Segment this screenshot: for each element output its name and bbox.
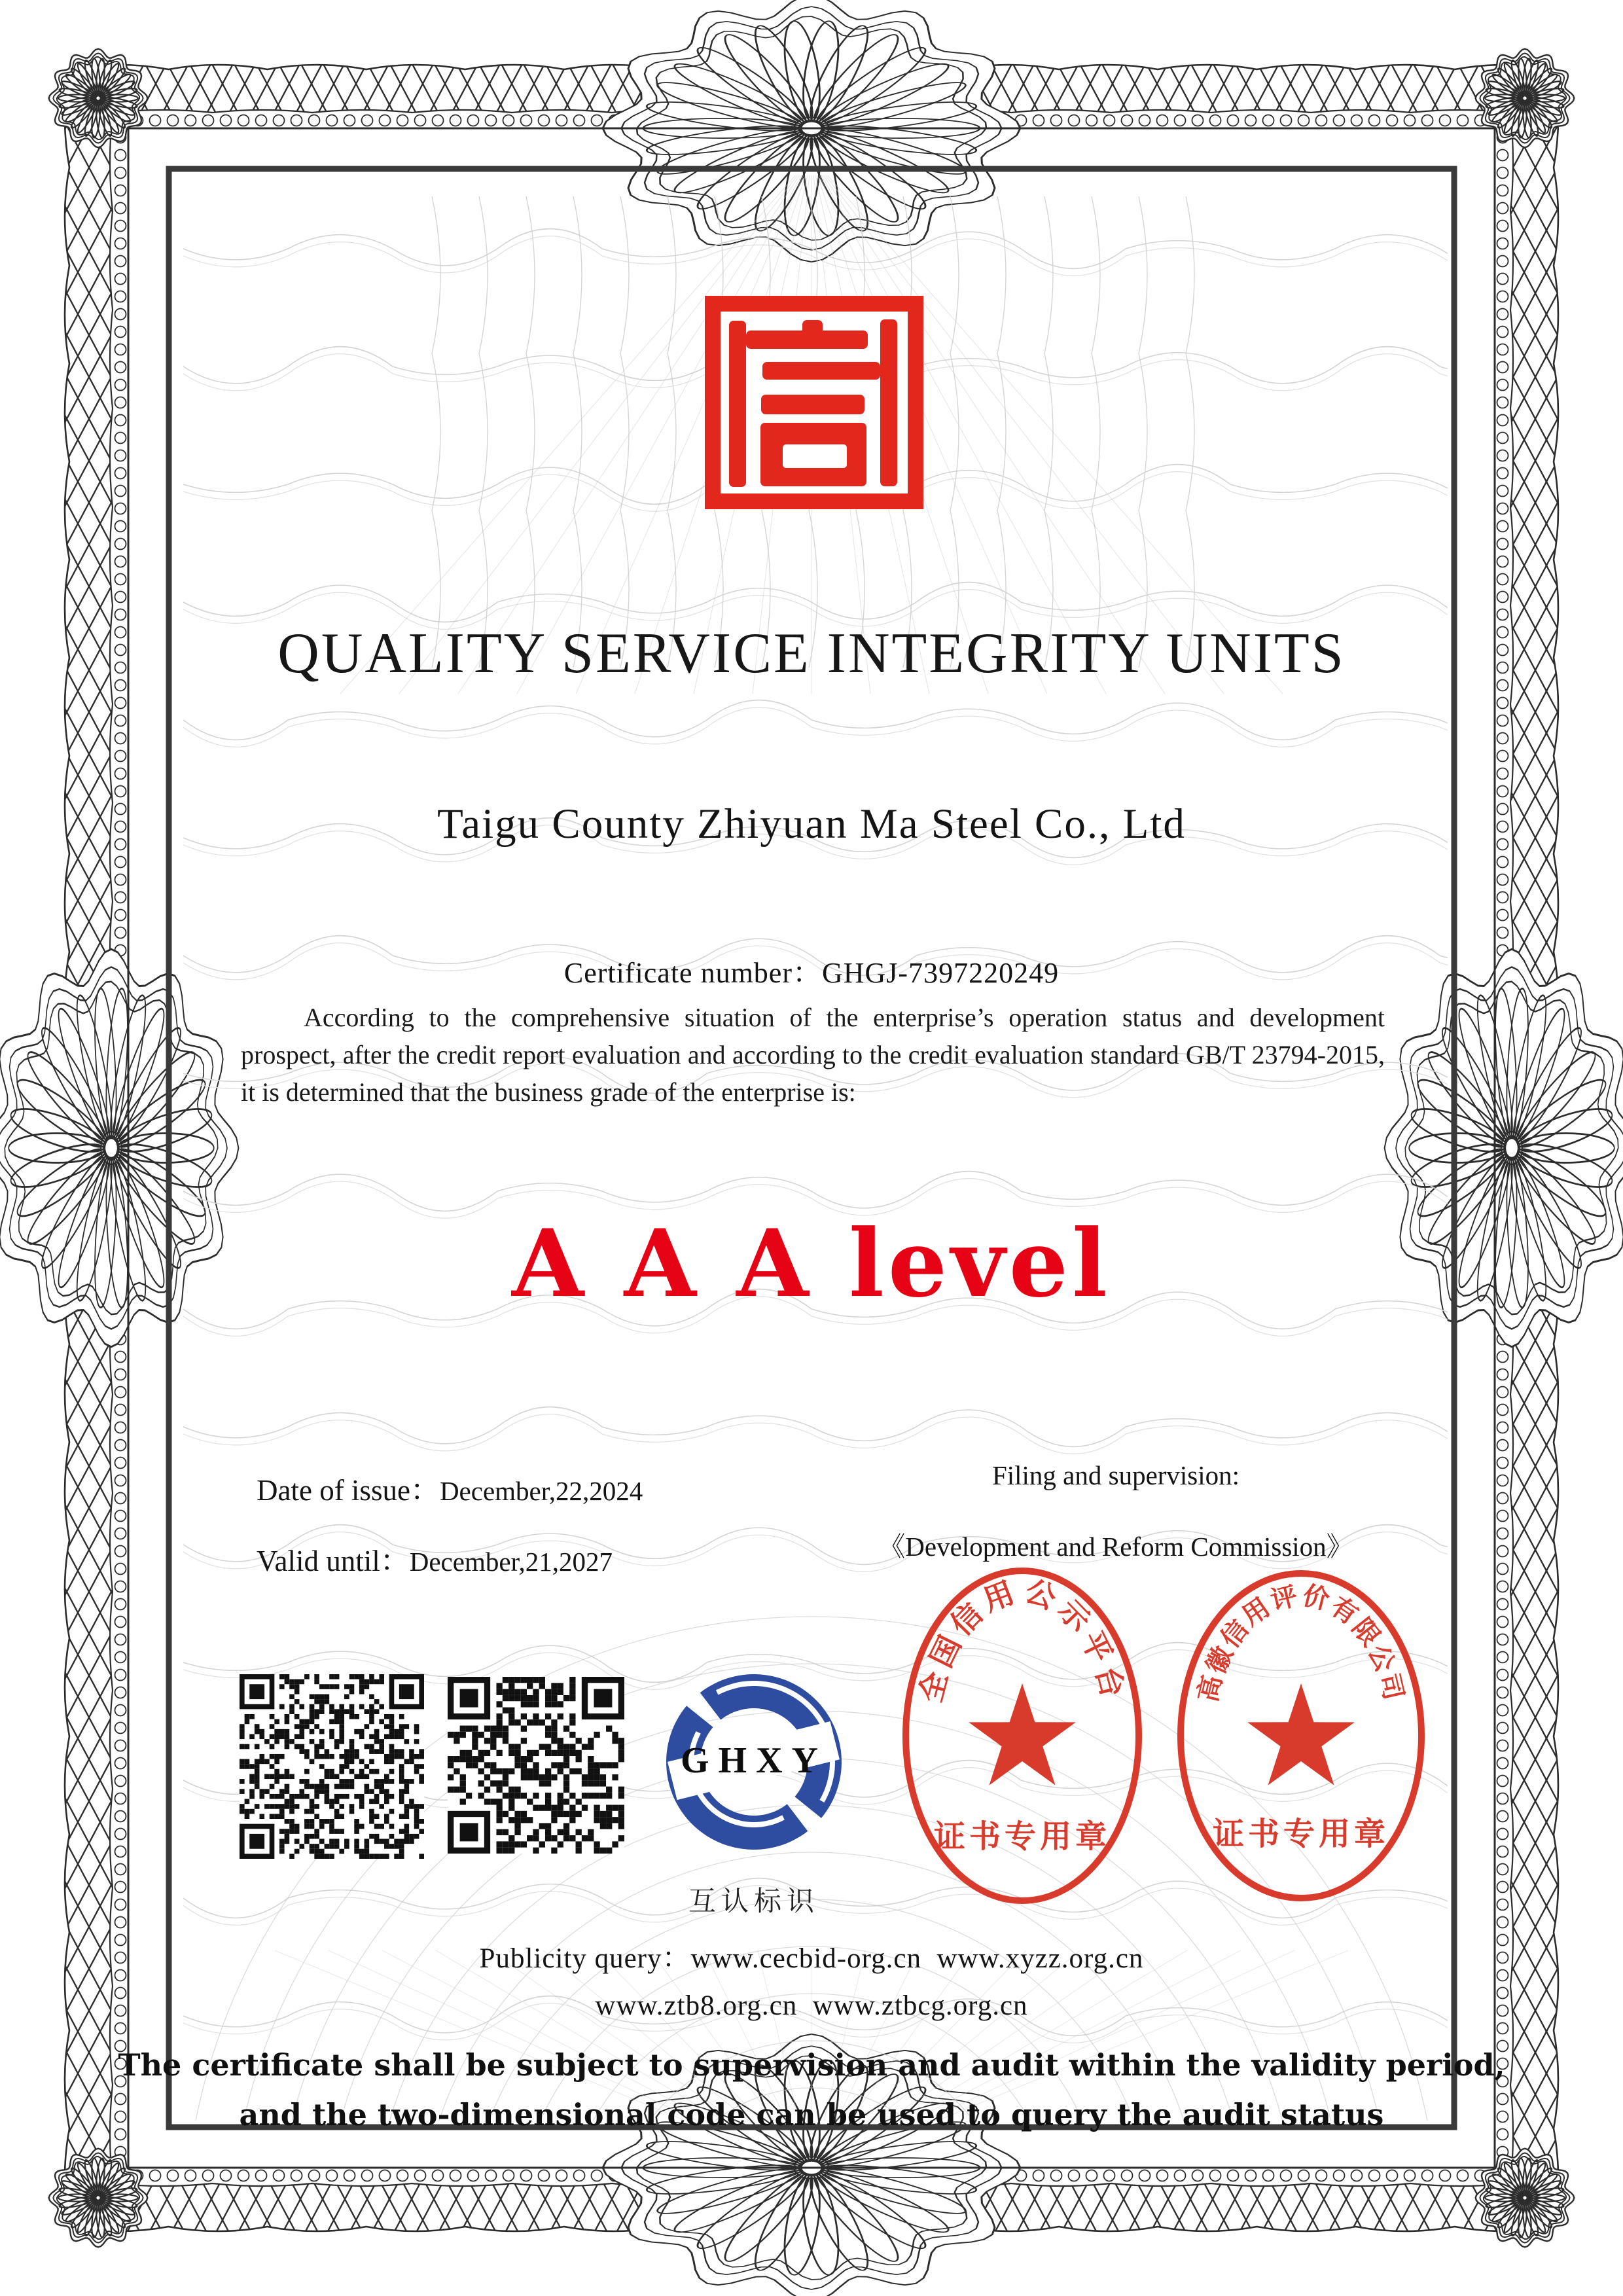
valid-until-line	[257, 1537, 613, 1579]
svg-text:证书专用章: 证书专用章	[1212, 1817, 1390, 1852]
publicity-line: Publicity query：www.cecbid-org.cn www.xyzz.org.cn	[479, 1943, 1144, 1974]
mutual-recognition-caption: 互认标识	[688, 1886, 819, 1916]
ghxy-logo	[656, 1665, 852, 1861]
valid-until-label: Valid until：	[257, 1545, 410, 1577]
svg-text:证书专用章: 证书专用章	[933, 1820, 1111, 1854]
svg-text:全国信用公示平台: 全国信用公示平台	[913, 1573, 1132, 1706]
filing-label: Filing and supervision:	[991, 1460, 1240, 1490]
filing-org: 《Development and Reform Commission》	[878, 1532, 1353, 1562]
seals	[890, 1568, 1440, 1905]
note-line-2: and the two-dimensional code can be used to query the audit status	[239, 2097, 1384, 2132]
qr-code-1	[240, 1674, 424, 1859]
brand-seal-logo	[705, 296, 923, 509]
page-title: QUALITY SERVICE INTEGRITY UNITS	[277, 622, 1346, 685]
grade-level: A A A level	[512, 1210, 1111, 1318]
note-line-1: The certificate shall be subject to supervision and audit within the validity period,	[118, 2047, 1505, 2083]
certificate-number-line	[0, 949, 1623, 991]
valid-until-value: December,21,2027	[409, 1547, 613, 1577]
svg-text:GHXY: GHXY	[681, 1740, 827, 1781]
body-paragraph: According to the comprehensive situation of the enterprise’s operation status and development prospect, after the credit report evaluation and according to the credit evaluation standard GB/T 23794-2015, it is determined that the business grade of the enterprise is:	[241, 1003, 1385, 1107]
issue-date-label: Date of issue：	[257, 1474, 440, 1507]
urls-line: www.ztb8.org.cn www.ztbcg.org.cn	[595, 1990, 1028, 2021]
certificate-number-label: Certificate number：	[563, 957, 822, 989]
issue-date-line	[257, 1466, 643, 1509]
svg-text:高徽信用评价有限公司: 高徽信用评价有限公司	[1193, 1581, 1409, 1705]
issue-date-value: December,22,2024	[439, 1476, 643, 1506]
company-name: Taigu County Zhiyuan Ma Steel Co., Ltd	[437, 800, 1186, 848]
certificate-number: GHGJ-7397220249	[821, 957, 1060, 989]
qr-code-2	[448, 1677, 624, 1854]
